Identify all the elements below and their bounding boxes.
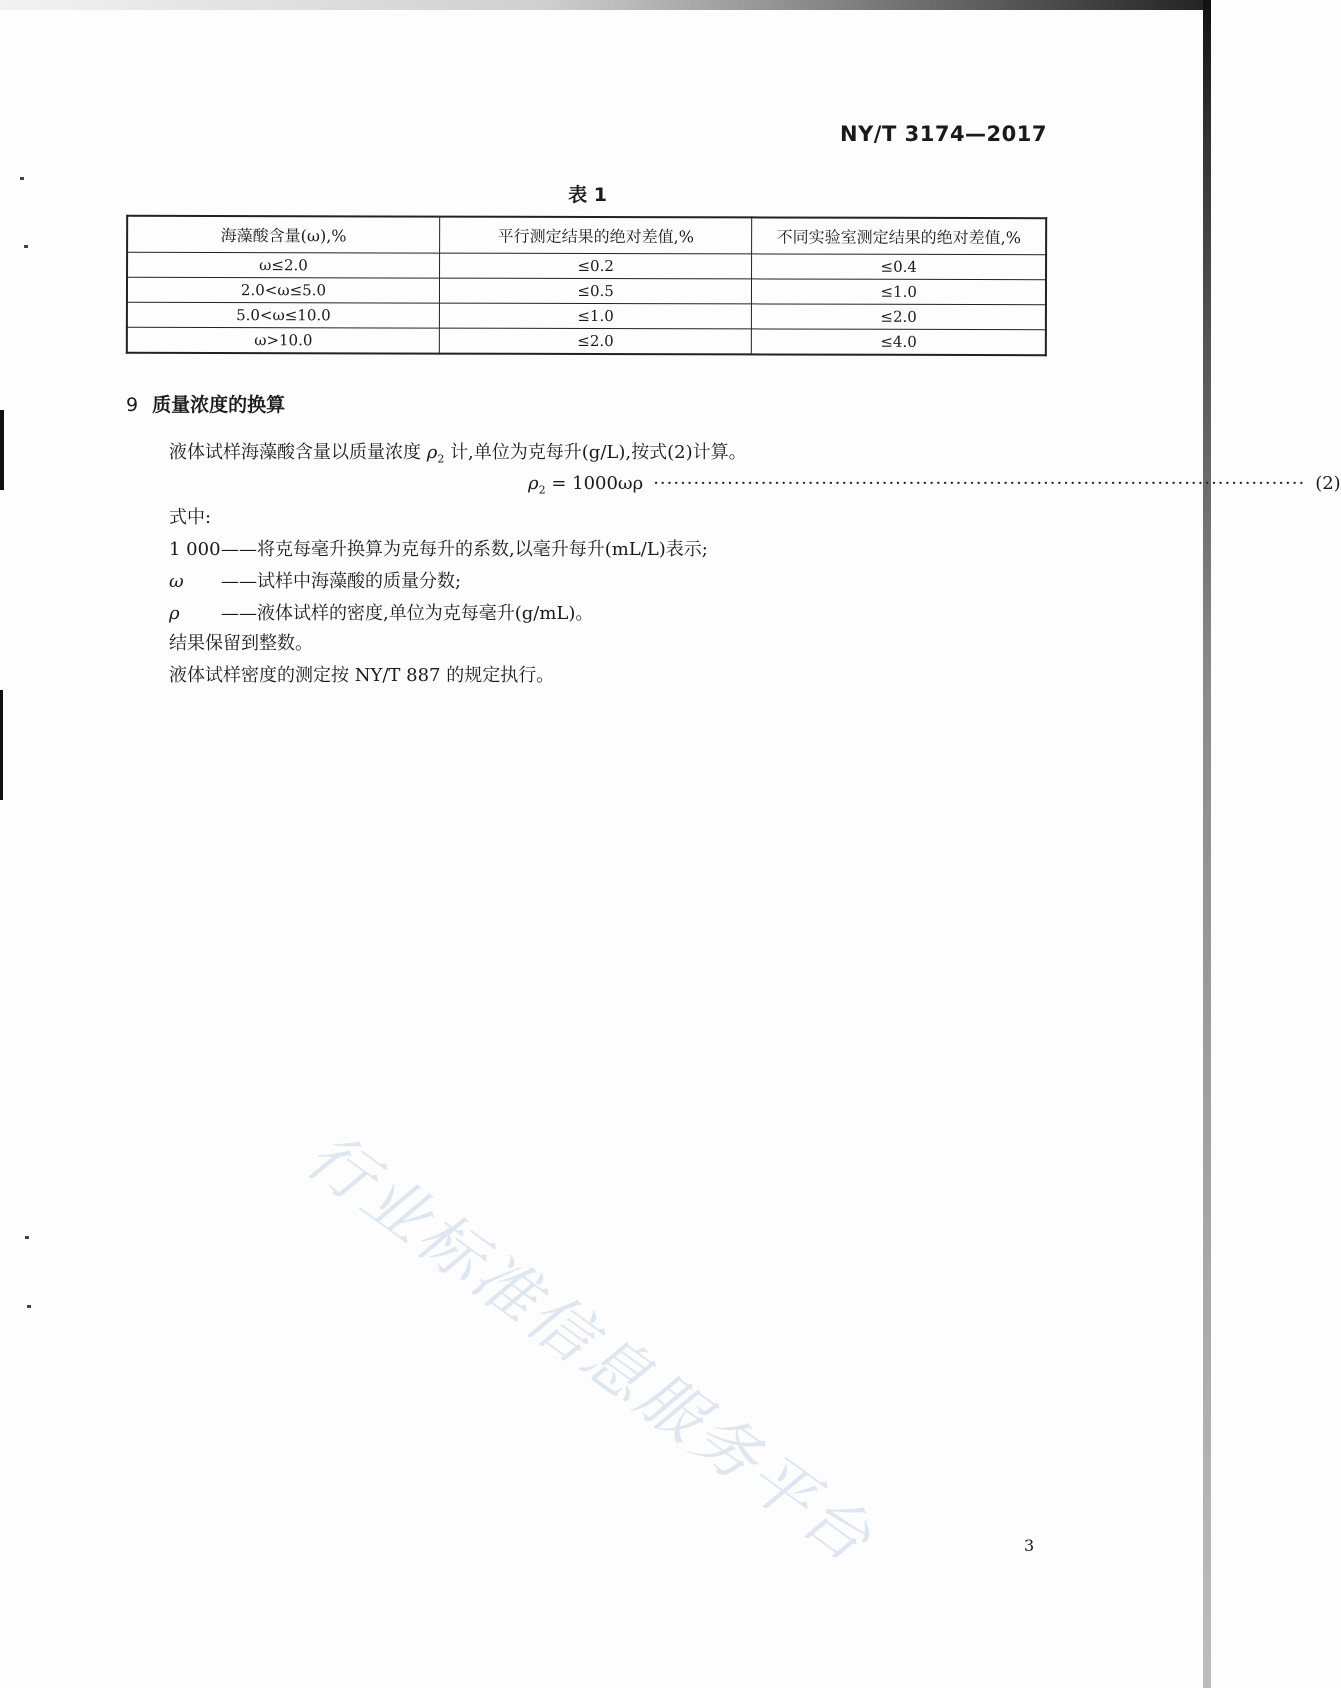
watermark: 行业标准信息服务平台 (292, 1118, 887, 1579)
formula-rhs: = 1000ωρ (545, 473, 644, 494)
page-number: 3 (1024, 1536, 1035, 1555)
definition-text: ——液体试样的密度,单位为克每毫升(g/mL)。 (221, 603, 594, 624)
section-title: 质量浓度的换算 (152, 394, 286, 416)
dot-leader: ································································································· (653, 473, 1306, 494)
where-label: 式中: (169, 507, 212, 528)
definition-symbol: ρ (169, 603, 180, 624)
table-cell: ω≤2.0 (127, 252, 440, 278)
formula-line (528, 473, 1341, 497)
scan-speck (24, 245, 28, 248)
table-cell: 2.0<ω≤5.0 (127, 277, 440, 303)
table-cell: ≤2.0 (439, 328, 752, 354)
table-row (127, 277, 1046, 304)
formula-lhs-subscript: 2 (538, 483, 546, 497)
rounding-note: 结果保留到整数。 (169, 633, 313, 654)
scan-speck (27, 1305, 31, 1308)
table-cell: ≤4.0 (752, 329, 1046, 355)
density-symbol: ρ (426, 442, 438, 463)
definition-item (169, 567, 461, 593)
table-cell: ≤0.5 (439, 278, 752, 304)
table-cell: ≤1.0 (439, 303, 752, 329)
section-heading (126, 390, 285, 417)
definition-text: ——试样中海藻酸的质量分数; (221, 571, 462, 592)
section-number: 9 (126, 394, 139, 416)
document-code: NY/T 3174—2017 (840, 122, 1047, 146)
density-subscript: 2 (437, 452, 445, 466)
scan-edge-right (1203, 0, 1211, 1688)
scan-edge-top (0, 0, 1211, 10)
table-cell: ≤0.2 (439, 253, 752, 279)
table-row (127, 252, 1046, 279)
precision-table (126, 215, 1047, 356)
table-cell: ≤2.0 (752, 304, 1046, 330)
equation-number: (2) (1315, 473, 1341, 494)
definition-item (169, 599, 593, 625)
table-row (127, 302, 1046, 329)
intro-text: 计,单位为克每升(g/L),按式(2)计算。 (450, 442, 747, 463)
table-title: 表 1 (568, 184, 607, 206)
definition-item (169, 535, 708, 561)
definition-symbol: 1 000 (169, 539, 221, 560)
table-cell: ≤1.0 (752, 279, 1046, 305)
column-header: 平行测定结果的绝对差值,% (440, 217, 753, 254)
table-header-row (127, 216, 1046, 255)
table-cell: ω>10.0 (127, 327, 440, 353)
column-header: 海藻酸含量(ω),% (127, 216, 440, 253)
intro-paragraph (169, 438, 747, 466)
definition-symbol: ω (169, 571, 184, 592)
scan-edge-left (0, 410, 4, 490)
density-note: 液体试样密度的测定按 NY/T 887 的规定执行。 (169, 665, 555, 686)
scan-speck (25, 1236, 29, 1239)
table-cell: 5.0<ω≤10.0 (127, 302, 440, 328)
scan-edge-left (0, 690, 3, 800)
column-header: 不同实验室测定结果的绝对差值,% (752, 217, 1046, 254)
table-row (127, 327, 1046, 355)
definition-text: ——将克每毫升换算为克每升的系数,以毫升每升(mL/L)表示; (221, 539, 708, 560)
table-cell: ≤0.4 (752, 254, 1046, 280)
formula-lhs: ρ (528, 473, 539, 494)
intro-text: 液体试样海藻酸含量以质量浓度 (169, 442, 421, 463)
